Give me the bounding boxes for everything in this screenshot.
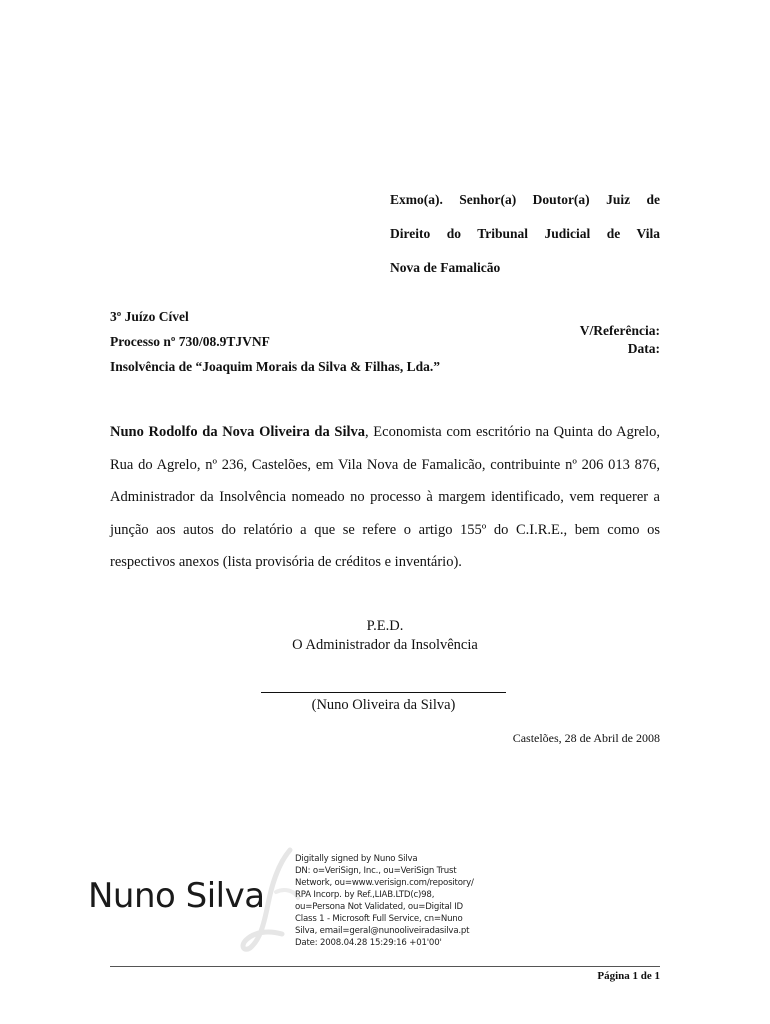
- addressee-block: [390, 188, 660, 290]
- body-text: , Economista com escritório na Quinta do Agrelo, Rua do Agrelo, nº 236, Castelões, em Vila Nova de Famalicão, contribuinte nº 206 013 876, Administrador da Insolvência nomeado no processo à margem identificado, vem requerer a junção aos autos do relatório a que se refere o artigo 155º do C.I.R.E., bem como os respectivos anexos (lista provisória de créditos e inventário).: [110, 424, 661, 570]
- date-label: Data:: [627, 341, 660, 356]
- signature-line: [261, 692, 506, 693]
- addressee-line-1: Exmo(a). Senhor(a) Doutor(a) Juiz de: [390, 192, 660, 207]
- administrator-role: O Administrador da Insolvência: [292, 637, 478, 653]
- closing-block: [110, 617, 660, 655]
- insolvency-title: Insolvência de “Joaquim Morais da Silva & Filhas, Lda.”: [110, 359, 441, 374]
- signature-detail-line: Digitally signed by Nuno Silva: [295, 854, 418, 864]
- signature-detail-line: RPA Incorp. by Ref.,LIAB.LTD(c)98,: [295, 890, 435, 900]
- digital-signature-name: Nuno Silva: [88, 876, 265, 916]
- signature-detail-line: DN: o=VeriSign, Inc., ou=VeriSign Trust: [295, 866, 457, 876]
- author-name: Nuno Rodolfo da Nova Oliveira da Silva: [110, 424, 366, 440]
- ped-label: P.E.D.: [366, 618, 404, 634]
- court-section: 3º Juízo Cível: [110, 309, 189, 324]
- signature-detail-line: Network, ou=www.verisign.com/repository/: [295, 878, 474, 888]
- signature-name: (Nuno Oliveira da Silva): [311, 697, 456, 713]
- signature-detail-line: Silva, email=geral@nunooliveiradasilva.pt: [295, 926, 470, 936]
- page-number: Página 1 de 1: [597, 970, 660, 982]
- process-number: Processo nº 730/08.9TJVNF: [110, 334, 270, 349]
- reference-box: [460, 322, 660, 358]
- digital-signature-details: [295, 853, 520, 949]
- addressee-line-2: Direito do Tribunal Judicial de Vila: [390, 226, 660, 241]
- body-paragraph: [110, 416, 660, 579]
- signature-detail-line: Class 1 - Microsoft Full Service, cn=Nuno: [295, 914, 463, 924]
- reference-label: V/Referência:: [579, 323, 660, 338]
- digital-signature: [88, 850, 518, 950]
- footer-divider: [110, 966, 660, 967]
- place-date: Castelões, 28 de Abril de 2008: [512, 731, 660, 745]
- signature-detail-line: ou=Persona Not Validated, ou=Digital ID: [295, 902, 463, 912]
- addressee-line-3: Nova de Famalicão: [390, 260, 501, 275]
- signature-detail-line: Date: 2008.04.28 15:29:16 +01'00': [295, 938, 442, 948]
